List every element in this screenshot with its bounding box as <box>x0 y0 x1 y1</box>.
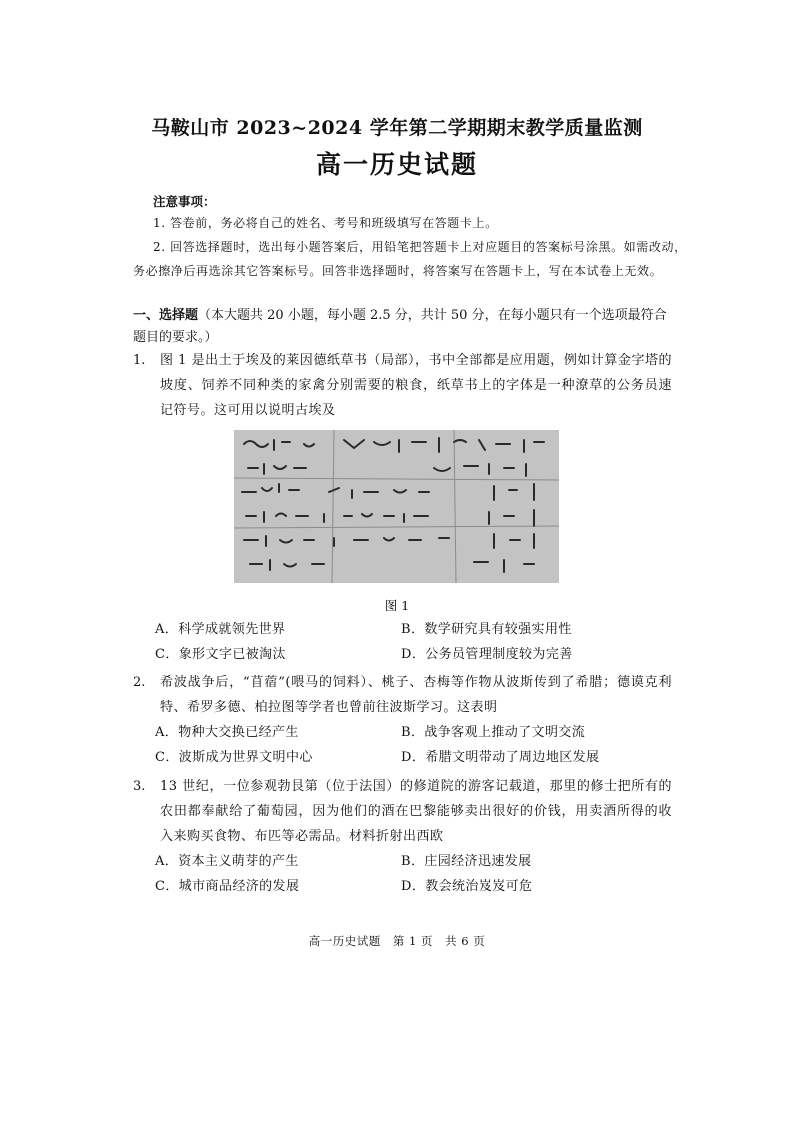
footer-subject: 高一历史试题 <box>308 934 381 948</box>
note-item-2-line-1: 2. 回答选择题时，选出每小题答案后，用铅笔把答题卡上对应题目的答案标号涂黑。如需改动， <box>153 240 687 254</box>
question-text: 13 世纪，一位参观勃艮第（位于法国）的修道院的游客记载道，那里的修士把所有的农田都奉献给了葡萄园，因为他们的酒在巴黎能够卖出很好的价钱，用卖酒所得的收入来购买食物、布匹等必需品。材料折射出西欧 <box>160 779 672 844</box>
papyrus-figure <box>234 430 559 583</box>
papyrus-image <box>234 430 559 583</box>
option-a: A．科学成就领先世界 <box>155 622 286 637</box>
footer-page-number: 第 1 页 <box>392 934 433 948</box>
option-d: D．公务员管理制度较为完善 <box>401 647 573 662</box>
option-d: D．希腊文明带动了周边地区发展 <box>401 750 600 765</box>
option-a: A．物种大交换已经产生 <box>155 725 299 740</box>
section-heading <box>133 305 673 349</box>
footer-total-pages: 共 6 页 <box>445 934 486 948</box>
notes-heading: 注意事项： <box>153 194 216 209</box>
question-number: 1. <box>133 353 146 368</box>
question-text: 图 1 是出土于埃及的莱因德纸草书（局部），书中全部都是应用题，例如计算金字塔的坡度、饲养不同种类的家禽分别需要的粮食，纸草书上的字体是一种潦草的公务员速记符号。这可用以说明古埃及 <box>160 353 672 418</box>
note-item-2-line-2: 务必擦净后再选涂其它答案标号。回答非选择题时，将答案写在答题卡上，写在本试卷上无效。 <box>133 264 663 278</box>
section-title: 一、选择题 <box>133 308 199 323</box>
option-b: B．庄园经济迅速发展 <box>401 854 532 869</box>
option-c: C．城市商品经济的发展 <box>155 879 300 894</box>
option-c: C．象形文字已被淘汰 <box>155 647 286 662</box>
option-b: B．战争客观上推动了文明交流 <box>401 725 586 740</box>
option-c: C．波斯成为世界文明中心 <box>155 750 313 765</box>
exam-title: 马鞍山市 2023~2024 学年第二学期期末教学质量监测 <box>151 117 643 139</box>
figure-caption: 图 1 <box>384 598 410 613</box>
question-number: 2. <box>133 675 146 690</box>
question-number: 3. <box>133 779 146 794</box>
section-description: （本大题共 20 小题，每小题 2.5 分，共计 50 分，在每小题只有一个选项最符合题目的要求。） <box>133 308 667 345</box>
page-footer <box>0 933 794 949</box>
option-a: A．资本主义萌芽的产生 <box>155 854 299 869</box>
option-d: D．教会统治岌岌可危 <box>401 879 533 894</box>
question-text: 希波战争后，“苜蓿”(喂马的饲料）、桃子、杏梅等作物从波斯传到了希腊；德谟克利特、希罗多德、柏拉图等学者也曾前往波斯学习。这表明 <box>160 675 672 715</box>
note-item-1: 1. 答卷前，务必将自己的姓名、考号和班级填写在答题卡上。 <box>153 216 498 230</box>
exam-subtitle: 高一历史试题 <box>315 150 478 179</box>
option-b: B．数学研究具有较强实用性 <box>401 622 572 637</box>
